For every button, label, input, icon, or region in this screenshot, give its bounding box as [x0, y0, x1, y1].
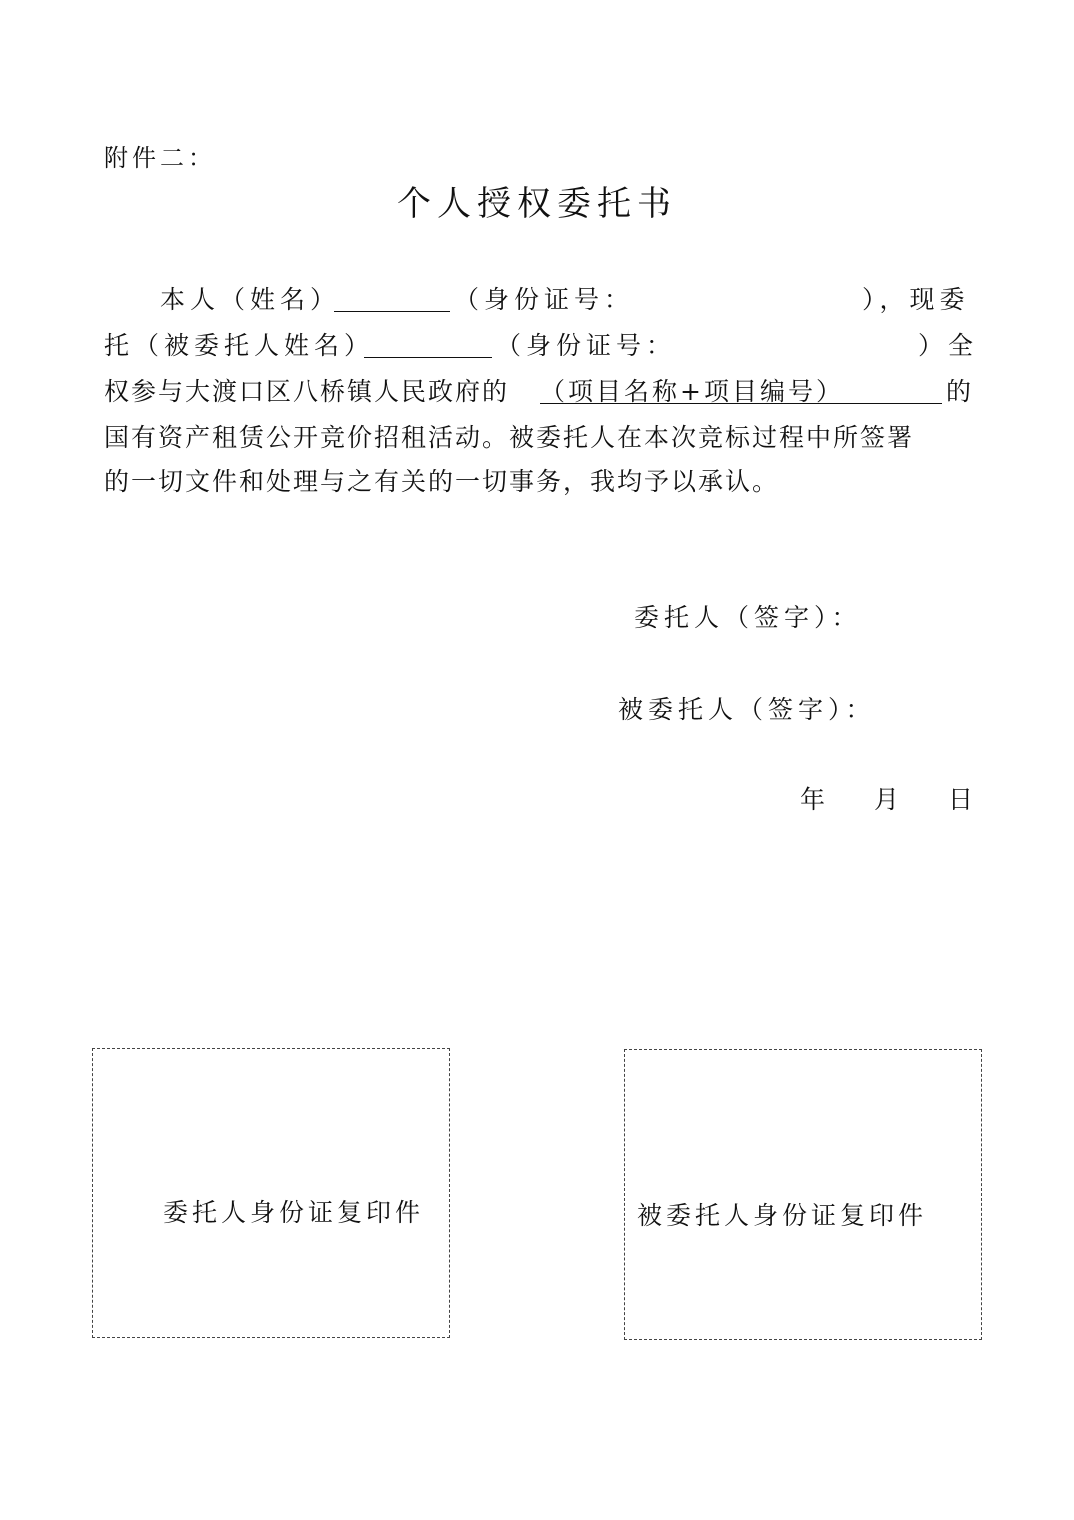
line5-text: 的一切文件和处理与之有关的一切事务，我均予以承认。	[104, 467, 780, 496]
annex-label: 附件二：	[104, 144, 216, 172]
principal-id-label: （身份证号：	[454, 285, 635, 314]
project-underline[interactable]	[540, 403, 942, 404]
line3-ending: 的	[946, 377, 977, 406]
agent-id-label: （身份证号：	[496, 331, 677, 360]
agent-id-copy-box	[624, 1049, 982, 1340]
document-title: 个人授权委托书	[397, 184, 677, 224]
principal-id-copy-box	[92, 1048, 450, 1338]
date-year-label: 年	[800, 785, 831, 814]
project-placeholder: （项目名称+项目编号）	[540, 377, 844, 406]
line3-start: 权参与大渡口区八桥镇人民政府的	[104, 377, 510, 406]
agent-signature-label: 被委托人（签字）：	[618, 695, 876, 724]
principal-id-copy-caption: 委托人身份证复印件	[163, 1198, 425, 1227]
principal-signature-label: 委托人（签字）：	[634, 603, 862, 632]
agent-name-label: 托（被委托人姓名）	[104, 331, 375, 360]
agent-id-copy-caption: 被委托人身份证复印件	[637, 1201, 928, 1230]
date-day-label: 日	[948, 785, 979, 814]
body-line-1	[104, 280, 970, 320]
date-month-label: 月	[874, 785, 905, 814]
line2-ending: ）全	[918, 331, 979, 360]
body-line-2	[104, 326, 979, 366]
body-line-3	[104, 372, 977, 412]
body-line-5	[104, 462, 970, 502]
line4-text: 国有资产租赁公开竞价招租活动。被委托人在本次竞标过程中所签署	[104, 423, 915, 452]
principal-name-blank[interactable]	[334, 311, 450, 312]
principal-name-label: 本人（姓名）	[160, 285, 341, 314]
agent-name-blank[interactable]	[364, 357, 492, 358]
line1-ending: ），现委	[862, 285, 970, 314]
body-line-4	[104, 418, 970, 458]
